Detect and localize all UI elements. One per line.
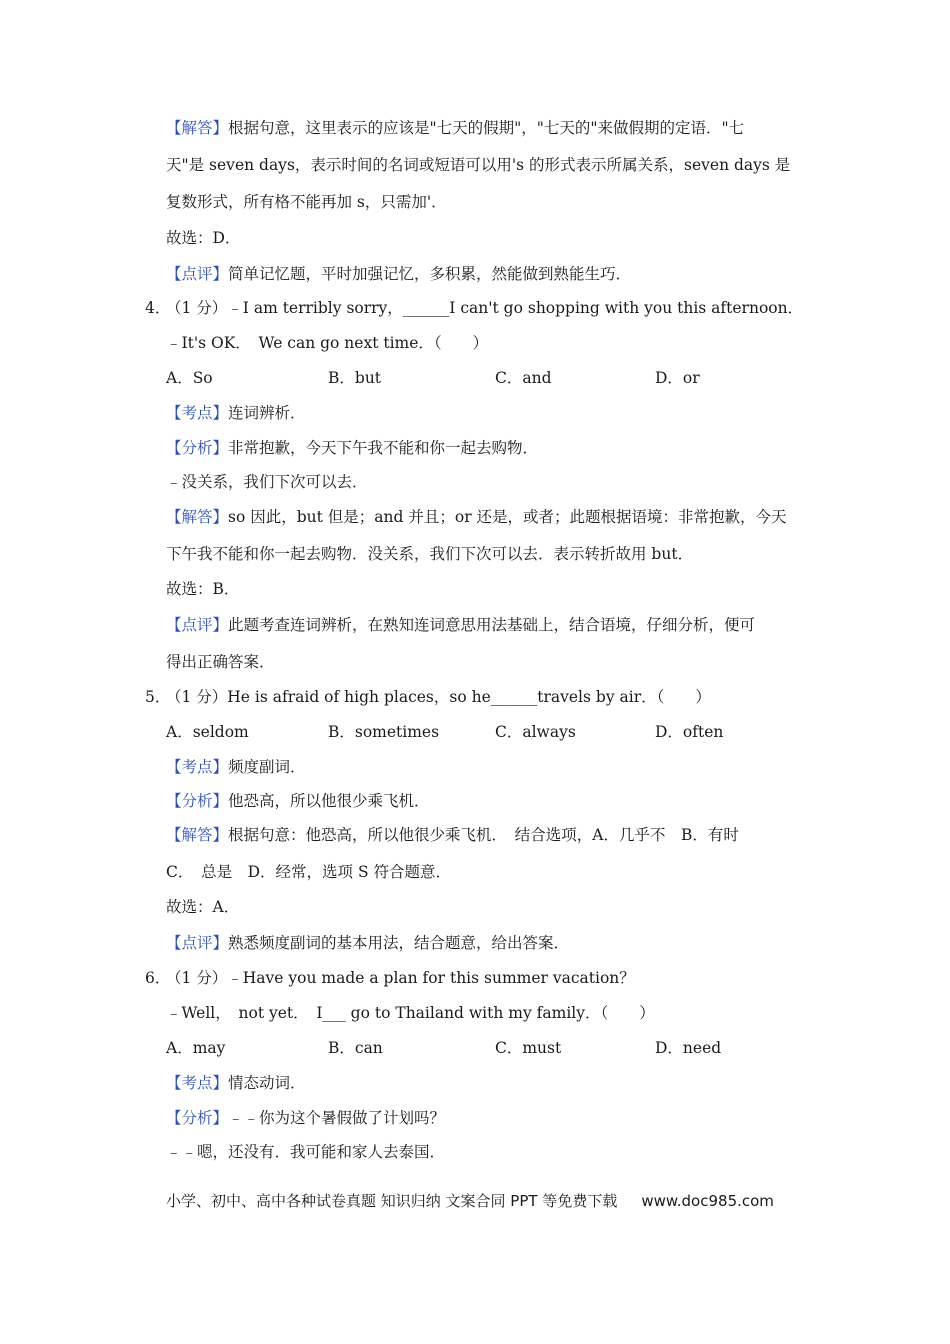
q6-stem-1: （1 分）﹣Have you made a plan for this summer vacation？	[166, 969, 635, 987]
q5-option-d: D．often	[655, 723, 724, 741]
dianping-tag: 【点评】	[166, 265, 229, 283]
q5-option-a: A．seldom	[166, 723, 249, 741]
q5-fenxi: 【分析】他恐高，所以他很少乘飞机．	[166, 792, 430, 810]
dianping-tag: 【点评】	[166, 934, 229, 952]
fenxi-tag: 【分析】	[166, 792, 229, 810]
fenxi-tag: 【分析】	[166, 439, 229, 457]
jieda-tag: 【解答】	[166, 508, 229, 526]
q5-kaodian: 【考点】频度副词．	[166, 758, 306, 776]
q6-kaodian: 【考点】情态动词．	[166, 1074, 306, 1092]
q6-option-d: D．need	[655, 1039, 722, 1057]
q5-dianping: 【点评】熟悉频度副词的基本用法，结合题意，给出答案．	[166, 934, 570, 952]
q5-option-c: C．always	[495, 723, 576, 741]
q4-answer: 故选：B．	[166, 580, 240, 598]
q4-stem-2: ﹣It's OK． We can go next time．（ ）	[166, 334, 489, 352]
q3-jieda-line-2: 天"是 seven days，表示时间的名词或短语可以用's 的形式表示所属关系，seven days 是	[166, 156, 791, 174]
q5-stem-1: （1 分）He is afraid of high places，so he______travels by air．（ ）	[166, 688, 711, 706]
q6-stem-2: ﹣Well， not yet． I___ go to Thailand with my family．（ ）	[166, 1004, 655, 1022]
q6-fenxi-1: 【分析】﹣﹣你为这个暑假做了计划吗？	[166, 1109, 446, 1127]
q4-number: 4．	[145, 299, 171, 317]
q5-jieda-1: 【解答】根据句意：他恐高，所以他很少乘飞机． 结合选项，A．几乎不 B．有时	[166, 826, 739, 844]
jieda-tag: 【解答】	[166, 119, 229, 137]
q6-option-a: A．may	[166, 1039, 226, 1057]
q4-kaodian: 【考点】连词辨析．	[166, 404, 306, 422]
footer-text: 小学、初中、高中各种试卷真题 知识归纳 文案合同 PPT 等免费下载	[166, 1192, 618, 1210]
q4-option-c: C．and	[495, 369, 552, 387]
q4-fenxi-1: 【分析】非常抱歉，今天下午我不能和你一起去购物．	[166, 439, 539, 457]
fenxi-tag: 【分析】	[166, 1109, 229, 1127]
q4-option-b: B．but	[328, 369, 382, 387]
kaodian-tag: 【考点】	[166, 758, 229, 776]
q3-answer: 故选：D．	[166, 229, 241, 247]
kaodian-tag: 【考点】	[166, 1074, 229, 1092]
q4-dianping-2: 得出正确答案．	[166, 653, 275, 671]
q6-number: 6．	[145, 969, 171, 987]
q4-option-a: A．So	[166, 369, 213, 387]
q4-jieda-1: 【解答】so 因此，but 但是；and 并且；or 还是，或者；此题根据语境：非常抱歉，今天	[166, 508, 787, 526]
q6-fenxi-2: ﹣﹣嗯，还没有．我可能和家人去泰国．	[166, 1143, 446, 1161]
q5-jieda-2: C． 总是 D．经常，选项 S 符合题意．	[166, 863, 452, 881]
q3-jieda-line-1: 【解答】根据句意，这里表示的应该是"七天的假期"，"七天的"来做假期的定语．"七	[166, 119, 745, 137]
q4-fenxi-2: ﹣没关系，我们下次可以去．	[166, 473, 368, 491]
q5-answer: 故选：A．	[166, 898, 240, 916]
kaodian-tag: 【考点】	[166, 404, 229, 422]
q5-number: 5．	[145, 688, 171, 706]
dianping-tag: 【点评】	[166, 616, 229, 634]
q4-option-d: D．or	[655, 369, 700, 387]
q3-dianping: 【点评】简单记忆题，平时加强记忆，多积累，然能做到熟能生巧．	[166, 265, 632, 283]
q5-option-b: B．sometimes	[328, 723, 440, 741]
q4-jieda-2: 下午我不能和你一起去购物．没关系，我们下次可以去．表示转折故用 but．	[166, 545, 694, 563]
q6-option-c: C．must	[495, 1039, 562, 1057]
q6-option-b: B．can	[328, 1039, 383, 1057]
jieda-tag: 【解答】	[166, 826, 229, 844]
footer-url[interactable]: www.doc985.com	[641, 1192, 774, 1210]
q4-dianping-1: 【点评】此题考查连词辨析，在熟知连词意思用法基础上，结合语境，仔细分析，便可	[166, 616, 756, 634]
q3-jieda-line-3: 复数形式，所有格不能再加 s，只需加'．	[166, 193, 447, 211]
page-footer	[166, 1190, 774, 1212]
q4-stem-1: （1 分）﹣I am terribly sorry，______I can't go shopping with you this afternoon．	[166, 299, 804, 317]
